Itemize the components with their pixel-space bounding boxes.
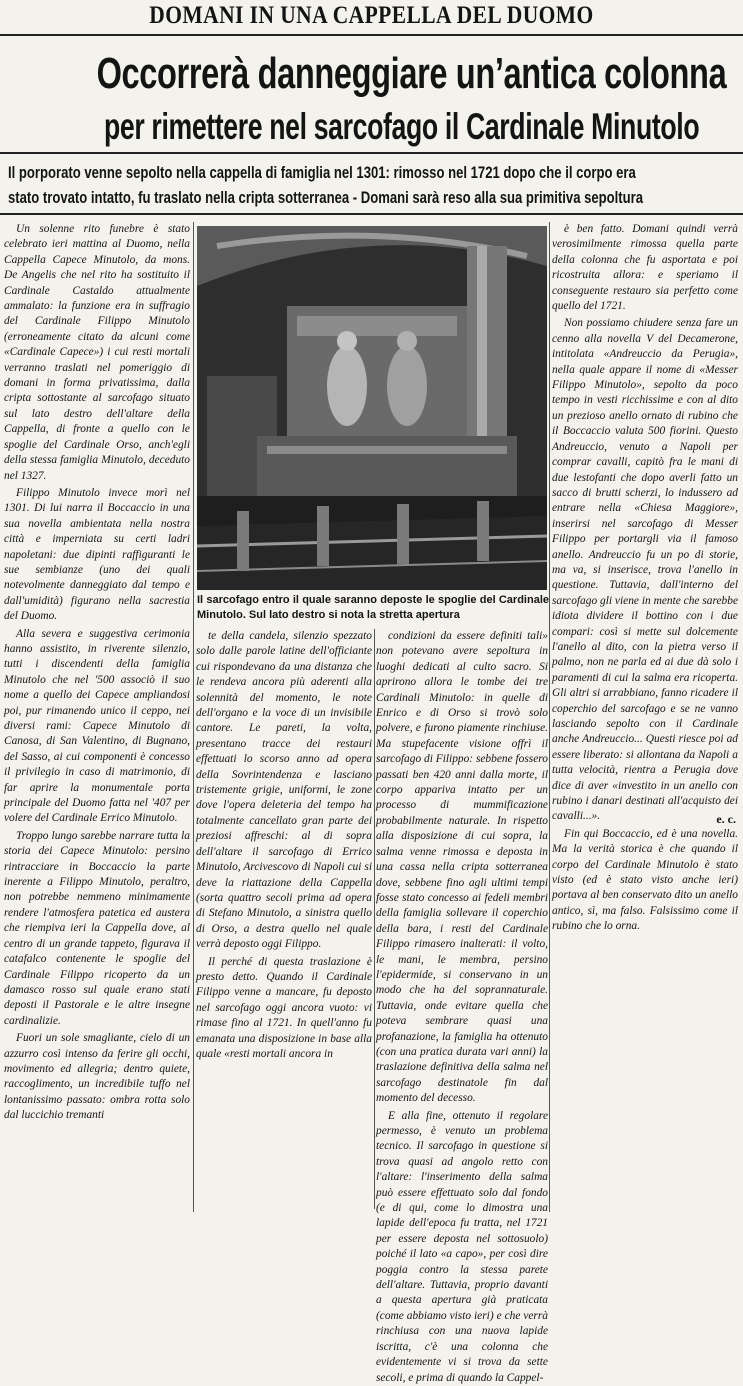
headline-line-2: per rimettere nel sarcofago il Cardinale Minutolo bbox=[104, 106, 700, 147]
paragraph: è ben fatto. Domani quindi verrà verosimilmente rimossa quella parte della colonna che fu asportata e poi ricostruita allora: e speriamo il conseguente restauro sia perfetto come quello del 1721. bbox=[552, 223, 738, 313]
paragraph: Non possiamo chiudere senza fare un cenno alla novella V del Decamerone, intitolata «Andreuccio da Perugia», nella quale appare il nome di «Messer Filippo Minutolo», sepolto da poco tempo in vesti ricchissime e con al dito un prezioso anello ornato di rubino che il Boccaccio valuta 500 fiorini. Questo Andreuccio, venuto a Napoli per comprar cavalli, capitò fra le mani di due lestofanti che dopo averli fatto un sacco di brutti scherzi, lo indussero ad entrare nella «Chiesa Maggiore», inserirsi nel sarcofago di Messer Filippo per portargli via il famoso anello. Andreuccio fu un po di storie, ma va, si inserisce, trova l'anello in questione. Tuttavia, dall'interno del sarcofago gli viene in mente che sarebbe idiota dividere il bottino con i due compari: così si mette sul dolcemente l'anello al dito, con la pietra verso il palmo, non ne parla ed ai due dà solo i paramenti di cui la salma era ricoperta. Gli altri si arrabbiano, fanno ricadere il coperchio del sarcofago e se ne vanno lasciando sepolto con il Cardinale anche Andreuccio... Questi riesce poi ad essere liberato: si allontana da Napoli a tutta velocità, rientra a Perugia dove dice di aver «investito in un anello con rubino i danari destinati all'acquisto dei cavalli...». bbox=[552, 317, 738, 823]
article-column-4 bbox=[552, 222, 738, 933]
headline-line-1: Occorrerà danneggiare un’antica colonna bbox=[96, 49, 727, 98]
subheadline-divider bbox=[0, 213, 743, 215]
column-divider bbox=[193, 222, 194, 1212]
paragraph: Fin qui Boccaccio, ed è una novella. Ma la verità storica è che quando il corpo del Cardinale Minutolo è stato visto (ed è stato visto anche ieri) portava al ben conservato dito un anello antico, sì, ma falso. Falsissimo come il rubino che lo orna. bbox=[552, 827, 738, 933]
column-divider bbox=[549, 222, 550, 1212]
subheadline-line-1: Il porporato venne sepolto nella cappella di famiglia nel 1301: rimosso nel 1721 dopo che il corpo era bbox=[8, 163, 636, 182]
column-divider bbox=[374, 629, 375, 1209]
subheadline bbox=[8, 160, 738, 210]
paragraph: Fuori un sole smagliante, cielo di un azzurro così intenso da ferire gli occhi, movimento ed allegria; dentro quiete, raccoglimento, un incredibile tuffo nel lontanissimo passato: ombra rotta solo dal luccichio tremanti bbox=[4, 1032, 190, 1122]
section-kicker: DOMANI IN UNA CAPPELLA DEL DUOMO bbox=[149, 2, 594, 29]
subheadline-line-2: stato trovato intatto, fu traslato nella cripta sotterranea - Domani sarà reso alla sua primitiva sepoltura bbox=[8, 188, 644, 207]
paragraph: te della candela, silenzio spezzato solo dalle parole latine dell'officiante cui rispondevano da una distanza che le rendeva ancora più aderenti alla solennità del momento, le note dell'organo e la voce di un invisibile cantore. Le pareti, la volta, presentano tracce dei restauri effettuati lo scorso anno ad opera della Sovrintendenza e lasciano tristemente grigie, uniformi, le zone dove l'opera deleteria del tempo ha totalmente cancellato gran parte dei preziosi affreschi: al di sopra dell'altare il sarcofago di Errico Minutolo, Arcivescovo di Napoli cui si deve la riattazione della Cappella (sorta quattro secoli prima ad opera di Stefano Minutolo, a sinistra quello di Orso, a destra quello nel quale verrà deposto oggi Filippo. bbox=[196, 630, 372, 951]
article-column-2 bbox=[196, 629, 372, 1060]
paragraph: Il perché di questa traslazione è presto detto. Quando il Cardinale Filippo venne a mancare, fu deposto nel sarcofago oggi ancora vuoto: vi rimase fino al 1721. In quell'anno fu emanata una disposizione in base alla quale «resti mortali ancora in bbox=[196, 955, 372, 1060]
paragraph: condizioni da essere definiti tali» non potevano avere sepoltura in luoghi dedicati al culto sacro. Si aprirono allora le tombe dei tre Cardinali Minutolo: in quelle di Enrico e di Orso si trovò solo polvere, e furono piamente rinchiuse. Ma stupefacente visione offrì il sarcofago di Filippo: sebbene fossero passati ben 420 anni dalla morte, il corpo appariva intatto per un processo di mummificazione probabilmente naturale. In rispetto alla disposizione di cui sopra, la salma venne rimossa e deposta in una cassa nella cripta sotterranea dove, sebbene fino agli ultimi tempi fosse stato concesso ai fedeli membri della famiglia sollevare il coperchio della bara, i resti del Cardinale Filippo rimasero inalterati: il volto, le mani, le membra, persino l'epidermide, si conservano in un modo che ha del soprannaturale. Tuttavia, onde evitare quella che poteva sembrare quasi una profanazione, la famiglia ha ottenuto (con una pratica durata vari anni) la traslazione definitiva della salma nel sarcofago destinatole fin dal momento del decesso. bbox=[376, 630, 548, 1105]
paragraph: Alla severa e suggestiva cerimonia hanno assistito, in riverente silenzio, tutti i discendenti della famiglia Minutolo che nel '500 associò il suo nome a quello dei Capece ampliandosi poi, pur rimanendo unico il ceppo, nei diversi rami: Capece Minutolo di Canosa, di San Valentino, di Bugnano, del Sasso, ai cui componenti è concesso il privilegio in caso di matrimonio, di far aprire la monumentale porta principale del Duomo fatta nel '407 per volere del Cardinale Errico Minutolo. bbox=[4, 627, 190, 825]
photo-caption: Il sarcofago entro il quale saranno deposte le spoglie del Cardinale Minutolo. Sul lato destro si nota la stretta apertura bbox=[197, 594, 549, 621]
paragraph: E alla fine, ottenuto il regolare permesso, è venuto un problema tecnico. Il sarcofago in questione si trova quasi ad angolo retto con l'altare: l'inserimento della salma può essere effettuato solo dal fondo (e di qui, come lo dimostra una lapide dell'epoca fu tratta, nel 1721 per essere deposta nel sottosuolo) poiché il lato «a capo», per così dire poggia contro la stessa parete dell'altare. Tuttavia, proprio davanti a questa apertura già praticata (come abbiamo visto ieri) e che verrà rinchiusa con una nuova lapide iscritta, c'è una colonna che evidentemente vi si trova da sette secoli, e prima di quando la Cappel- bbox=[376, 1109, 548, 1384]
article-column-3 bbox=[376, 629, 548, 1384]
kicker-divider bbox=[0, 34, 743, 36]
paragraph: Un solenne rito funebre è stato celebrato ieri mattina al Duomo, nella Cappella Capece Minutolo, da mons. De Angelis che nel rito ha sostituito il Cardinale Castaldo attualmente ammalato: la funzione era in suffragio del Cardinale Filippo Minutolo (erroneamente citato da alcuni come «Cardinale Capece») i cui resti mortali verranno traslati nel pomeriggio di domani in forma privatissima, dalla cripta sottostante al sarcofago situato sul lato destro dell'altare della Cappella, di fronte a quello con le spoglie del Cardinale Orso, anch'egli della stessa famiglia Minutolo, deceduto nel 1327. bbox=[4, 223, 190, 482]
article-column-1 bbox=[4, 222, 190, 1212]
headline-divider bbox=[0, 152, 743, 154]
author-initials: e. c. bbox=[716, 812, 736, 826]
sarcophagus-photo-graphic bbox=[197, 226, 547, 590]
sarcophagus-photo bbox=[197, 226, 547, 590]
paragraph: Troppo lungo sarebbe narrare tutta la storia dei Capece Minutolo: persino rintracciare in Boccaccio la parte inerente a Filippo Minutolo, peraltro, non potrebbe nemmeno minimamente rendere l'atmosfera patetica ed austera che riempiva ieri la Cappella dove, al centro di un grande tappeto, figurava il catafalco contenente le spoglie del Cardinale Filippo ricoperto da un damasco rosso sul quale erano stati deposti il Pastorale e le altre insegne cardinalizie. bbox=[4, 829, 190, 1027]
paragraph: Filippo Minutolo invece morì nel 1301. Di lui narra il Boccaccio in una sua novella ambientata nella nostra città e imperniata su certi ladri napoletani: due dipinti raffiguranti le sue sembianze (uno dei quali notevolmente danneggiato dal tempo e dall'umidità) figurano nella sacrestia del Duomo. bbox=[4, 486, 190, 623]
